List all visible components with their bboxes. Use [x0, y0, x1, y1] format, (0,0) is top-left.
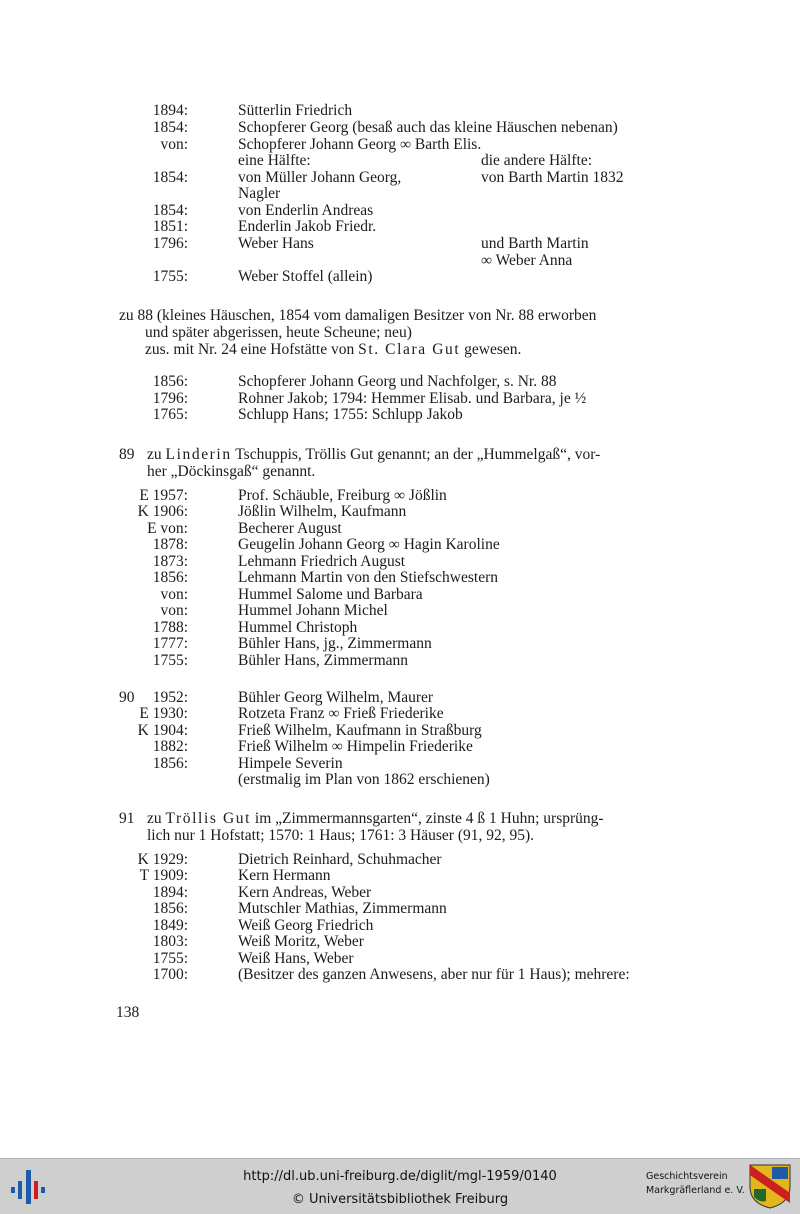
person-name: Linderin [165, 446, 232, 463]
coat-of-arms-icon [748, 1163, 792, 1209]
owner-name: von Müller Johann Georg, [238, 169, 402, 186]
owner-year: E 1957: [139, 487, 188, 504]
estate-name: Tröllis Gut [165, 810, 252, 827]
owner-year: 1878: [152, 536, 188, 554]
owner-year: T 1909: [139, 867, 188, 885]
owner-year: K 1929: [137, 851, 188, 868]
owner-name: Geugelin Johann Georg ∞ Hagin Karoline [238, 536, 500, 554]
copyright-text: © Universitätsbibliothek Freiburg [291, 1192, 509, 1207]
split-heading-left: eine Hälfte: [238, 152, 311, 169]
owner-year: 1777: [152, 635, 188, 653]
owner-name: Becherer August [238, 519, 342, 537]
owner-year: 1854: [152, 202, 188, 219]
owner-name: Kern Andreas, Weber [238, 883, 372, 901]
owner-name: Himpele Severin [238, 754, 343, 772]
owner-name: Dietrich Reinhard, Schuhmacher [238, 851, 442, 868]
owner-name: Weiß Georg Friedrich [238, 916, 374, 934]
owner-name: Weber Stoffel (allein) [238, 268, 373, 285]
estate-name: St. Clara Gut [358, 341, 461, 358]
owner-year: 1803: [152, 933, 188, 951]
footer-bar [0, 1158, 800, 1214]
owner-name: (Besitzer des ganzen Anwesens, aber nur für 1 Haus); mehrere: [238, 966, 630, 984]
owner-name: Bühler Georg Wilhelm, Maurer [238, 689, 434, 706]
owner-name: Schopferer Johann Georg ∞ Barth Elis. [238, 136, 482, 153]
entry-description [147, 446, 687, 463]
description-text: zu [147, 810, 166, 827]
owner-name: Kern Hermann [238, 867, 331, 885]
owner-name-right: ∞ Weber Anna [481, 252, 573, 269]
owner-year: 1894: [152, 102, 188, 119]
owner-name: Schopferer Johann Georg und Nachfolger, s. Nr. 88 [238, 373, 557, 390]
owner-name: (erstmalig im Plan von 1862 erschienen) [238, 771, 490, 789]
owner-name: Sütterlin Friedrich [238, 102, 353, 119]
entry-number: 91 [119, 810, 135, 827]
owner-name: Nagler [238, 185, 281, 202]
entry-description [147, 810, 687, 827]
owner-name: Hummel Salome und Barbara [238, 585, 423, 603]
society-name-line: Markgräflerland e. V. [646, 1185, 745, 1196]
owner-year: 1796: [152, 390, 188, 407]
owner-year: 1851: [152, 218, 188, 235]
owner-name: Mutschler Mathias, Zimmermann [238, 900, 447, 918]
owner-name: Jößlin Wilhelm, Kaufmann [238, 503, 407, 521]
owner-year: K 1904: [137, 721, 188, 739]
owner-year: E 1930: [139, 705, 188, 723]
owner-name-right: von Barth Martin 1832 [481, 169, 624, 186]
description-text: zus. mit Nr. 24 eine Hofstätte von [145, 341, 359, 358]
owner-name: Rohner Jakob; 1794: Hemmer Elisab. und Barbara, je ½ [238, 390, 587, 407]
owner-year: 1952: [152, 689, 188, 706]
owner-year: 1882: [152, 738, 188, 756]
owner-name: Frieß Wilhelm, Kaufmann in Straßburg [238, 721, 482, 739]
owner-year: 1796: [152, 235, 188, 252]
owner-year: 1856: [152, 373, 188, 390]
entry-description: her „Döckinsgaß“ genannt. [147, 463, 316, 480]
owner-name-right: und Barth Martin [481, 235, 589, 252]
owner-name: Frieß Wilhelm ∞ Himpelin Friederike [238, 738, 473, 756]
owner-name: Bühler Hans, jg., Zimmermann [238, 635, 432, 653]
owner-year: 1700: [152, 966, 188, 984]
owner-name: Rotzeta Franz ∞ Frieß Friederike [238, 705, 444, 723]
owner-name: Bühler Hans, Zimmermann [238, 651, 409, 669]
owner-name: Enderlin Jakob Friedr. [238, 218, 377, 235]
owner-year: 1894: [152, 883, 188, 901]
entry-number: 90 [119, 689, 135, 706]
description-text: gewesen. [460, 341, 522, 358]
description-text: im „Zimmermannsgarten“, zinste 4 ß 1 Huhn; ursprüng- [251, 810, 604, 827]
owner-year: 1765: [152, 406, 188, 423]
owner-name: Weber Hans [238, 235, 314, 252]
owner-year: 1788: [152, 618, 188, 636]
owner-year: 1854: [152, 169, 188, 186]
society-name-line: Geschichtsverein [646, 1171, 728, 1182]
owner-year: K 1906: [137, 503, 188, 521]
page-number: 138 [116, 1004, 140, 1021]
split-heading-right: die andere Hälfte: [481, 152, 593, 169]
owner-year: 1873: [152, 552, 188, 570]
owner-name: von Enderlin Andreas [238, 202, 374, 219]
owner-year: von: [160, 136, 188, 153]
entry-description: lich nur 1 Hofstatt; 1570: 1 Haus; 1761: 3 Häuser (91, 92, 95). [147, 827, 535, 844]
entry-description: zu 88 (kleines Häuschen, 1854 vom damaligen Besitzer von Nr. 88 erworben [119, 307, 597, 324]
owner-year: 1755: [152, 949, 188, 967]
owner-name: Lehmann Friedrich August [238, 552, 406, 570]
owner-name: Hummel Johann Michel [238, 602, 388, 620]
owner-year: 1856: [152, 900, 188, 918]
owner-name: Schlupp Hans; 1755: Schlupp Jakob [238, 406, 463, 423]
owner-year: 1755: [152, 268, 188, 285]
owner-year: von: [160, 602, 188, 620]
entry-number: 89 [119, 446, 135, 463]
owner-year: 1755: [152, 651, 188, 669]
owner-year: 1849: [152, 916, 188, 934]
owner-year: 1856: [152, 569, 188, 587]
entry-description: und später abgerissen, heute Scheune; neu) [145, 324, 412, 341]
description-text: Tschuppis, Tröllis Gut genannt; an der „Hummelgaß“, vor- [231, 446, 601, 463]
owner-year: von: [160, 585, 188, 603]
entry-description [145, 341, 521, 358]
owner-year: 1856: [152, 754, 188, 772]
owner-year: 1854: [152, 119, 188, 136]
source-url-link[interactable]: http://dl.ub.uni-freiburg.de/diglit/mgl-1959/0140 [243, 1169, 557, 1184]
owner-name: Weiß Moritz, Weber [238, 933, 364, 951]
owner-name: Schopferer Georg (besaß auch das kleine Häuschen nebenan) [238, 119, 618, 136]
owner-name: Prof. Schäuble, Freiburg ∞ Jößlin [238, 487, 447, 504]
owner-name: Hummel Christoph [238, 618, 358, 636]
owner-name: Lehmann Martin von den Stiefschwestern [238, 569, 498, 587]
society-name [646, 1170, 745, 1198]
description-text: zu [147, 446, 166, 463]
owner-name: Weiß Hans, Weber [238, 949, 354, 967]
owner-year: E von: [147, 519, 188, 537]
